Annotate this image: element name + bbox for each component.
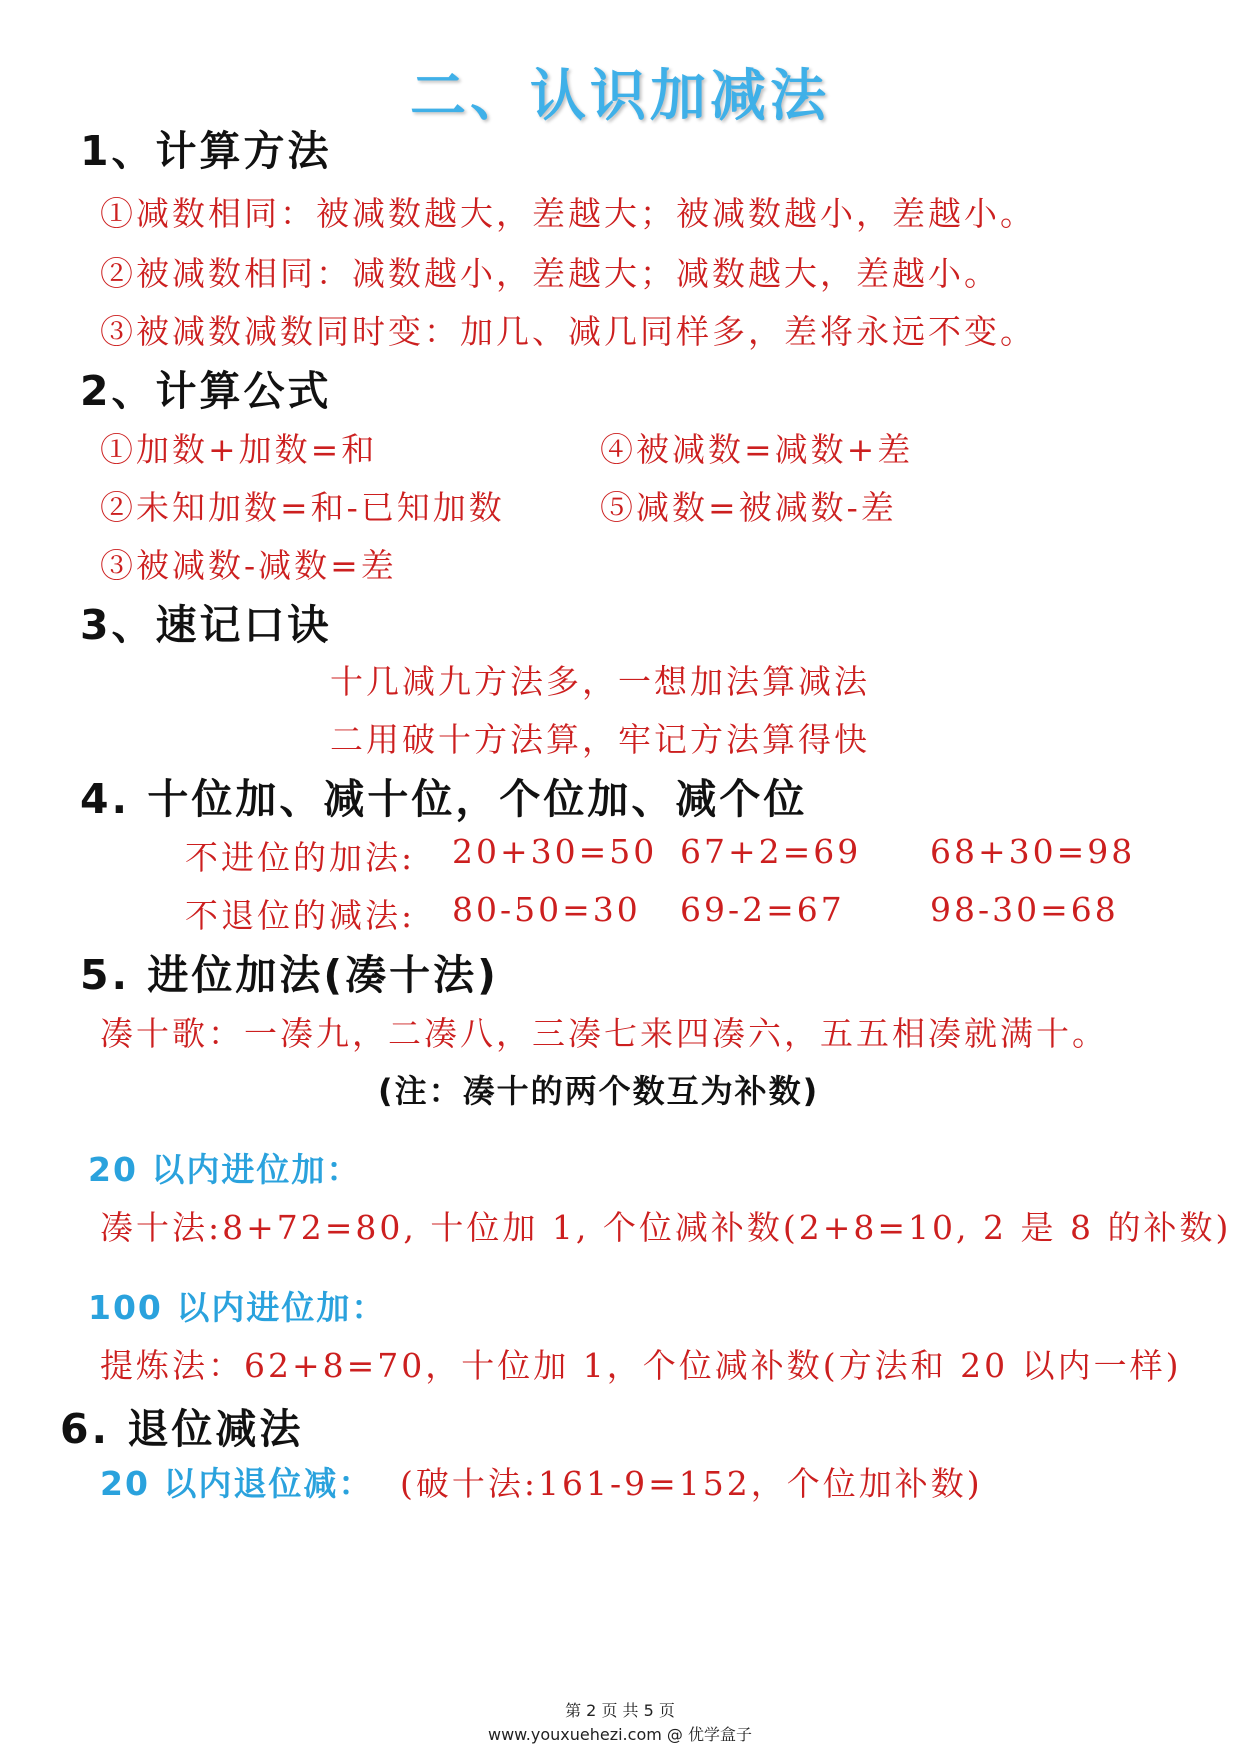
sub-row-example-2: 69-2=67 <box>680 890 845 929</box>
page-number: 第 2 页 共 5 页 <box>565 1701 675 1720</box>
within-20-carry-text: 凑十法:8+72=80, 十位加 1, 个位减补数(2+8=10, 2 是 8 的补数) <box>100 1208 1232 1247</box>
mnemonic-line-1: 十几减九方法多，一想加法算减法 <box>330 662 870 701</box>
within-100-carry-text: 提炼法：62+8=70，十位加 1，个位减补数(方法和 20 以内一样) <box>100 1346 1182 1385</box>
within-20-borrow-text: (破十法:161-9=152，个位加补数) <box>400 1464 983 1503</box>
formula-5: ⑤减数=被减数-差 <box>600 488 897 527</box>
sub-row-label: 不退位的减法: <box>185 896 416 935</box>
formula-2: ②未知加数=和-已知加数 <box>100 488 505 527</box>
s1-item-1: ①减数相同：被减数越大，差越大；被减数越小，差越小。 <box>100 194 1036 233</box>
section-5-heading: 5. 进位加法(凑十法) <box>80 951 499 999</box>
complement-note: (注：凑十的两个数互为补数) <box>378 1072 820 1110</box>
formula-3: ③被减数-减数=差 <box>100 546 397 585</box>
formula-4: ④被减数=减数+差 <box>600 430 914 469</box>
section-2-heading: 2、计算公式 <box>80 367 332 415</box>
mnemonic-line-2: 二用破十方法算，牢记方法算得快 <box>330 720 870 759</box>
within-20-borrow-title: 20 以内退位减： <box>100 1464 374 1503</box>
section-1-heading: 1、计算方法 <box>80 127 332 175</box>
s1-item-2: ②被减数相同：减数越小，差越大；减数越大，差越小。 <box>100 254 1000 293</box>
within-100-carry-title: 100 以内进位加： <box>88 1288 387 1327</box>
add-row-example-2: 67+2=69 <box>680 832 862 871</box>
sub-row-example-3: 98-30=68 <box>930 890 1119 929</box>
add-row-example-3: 68+30=98 <box>930 832 1136 871</box>
section-3-heading: 3、速记口诀 <box>80 601 332 649</box>
section-4-heading: 4. 十位加、减十位，个位加、减个位 <box>80 775 808 823</box>
add-row-label: 不进位的加法: <box>185 838 416 877</box>
page-title: 二、认识加减法 <box>410 64 830 129</box>
s1-item-3: ③被减数减数同时变：加几、减几同样多，差将永远不变。 <box>100 312 1036 351</box>
site-credit: www.youxuehezi.com @ 优学盒子 <box>488 1725 752 1744</box>
within-20-carry-title: 20 以内进位加： <box>88 1150 362 1189</box>
sub-row-example-1: 80-50=30 <box>452 890 641 929</box>
add-row-example-1: 20+30=50 <box>452 832 658 871</box>
section-6-heading: 6. 退位减法 <box>60 1405 304 1453</box>
formula-1: ①加数+加数=和 <box>100 430 378 469</box>
make-ten-song: 凑十歌：一凑九，二凑八，三凑七来四凑六，五五相凑就满十。 <box>100 1014 1108 1053</box>
